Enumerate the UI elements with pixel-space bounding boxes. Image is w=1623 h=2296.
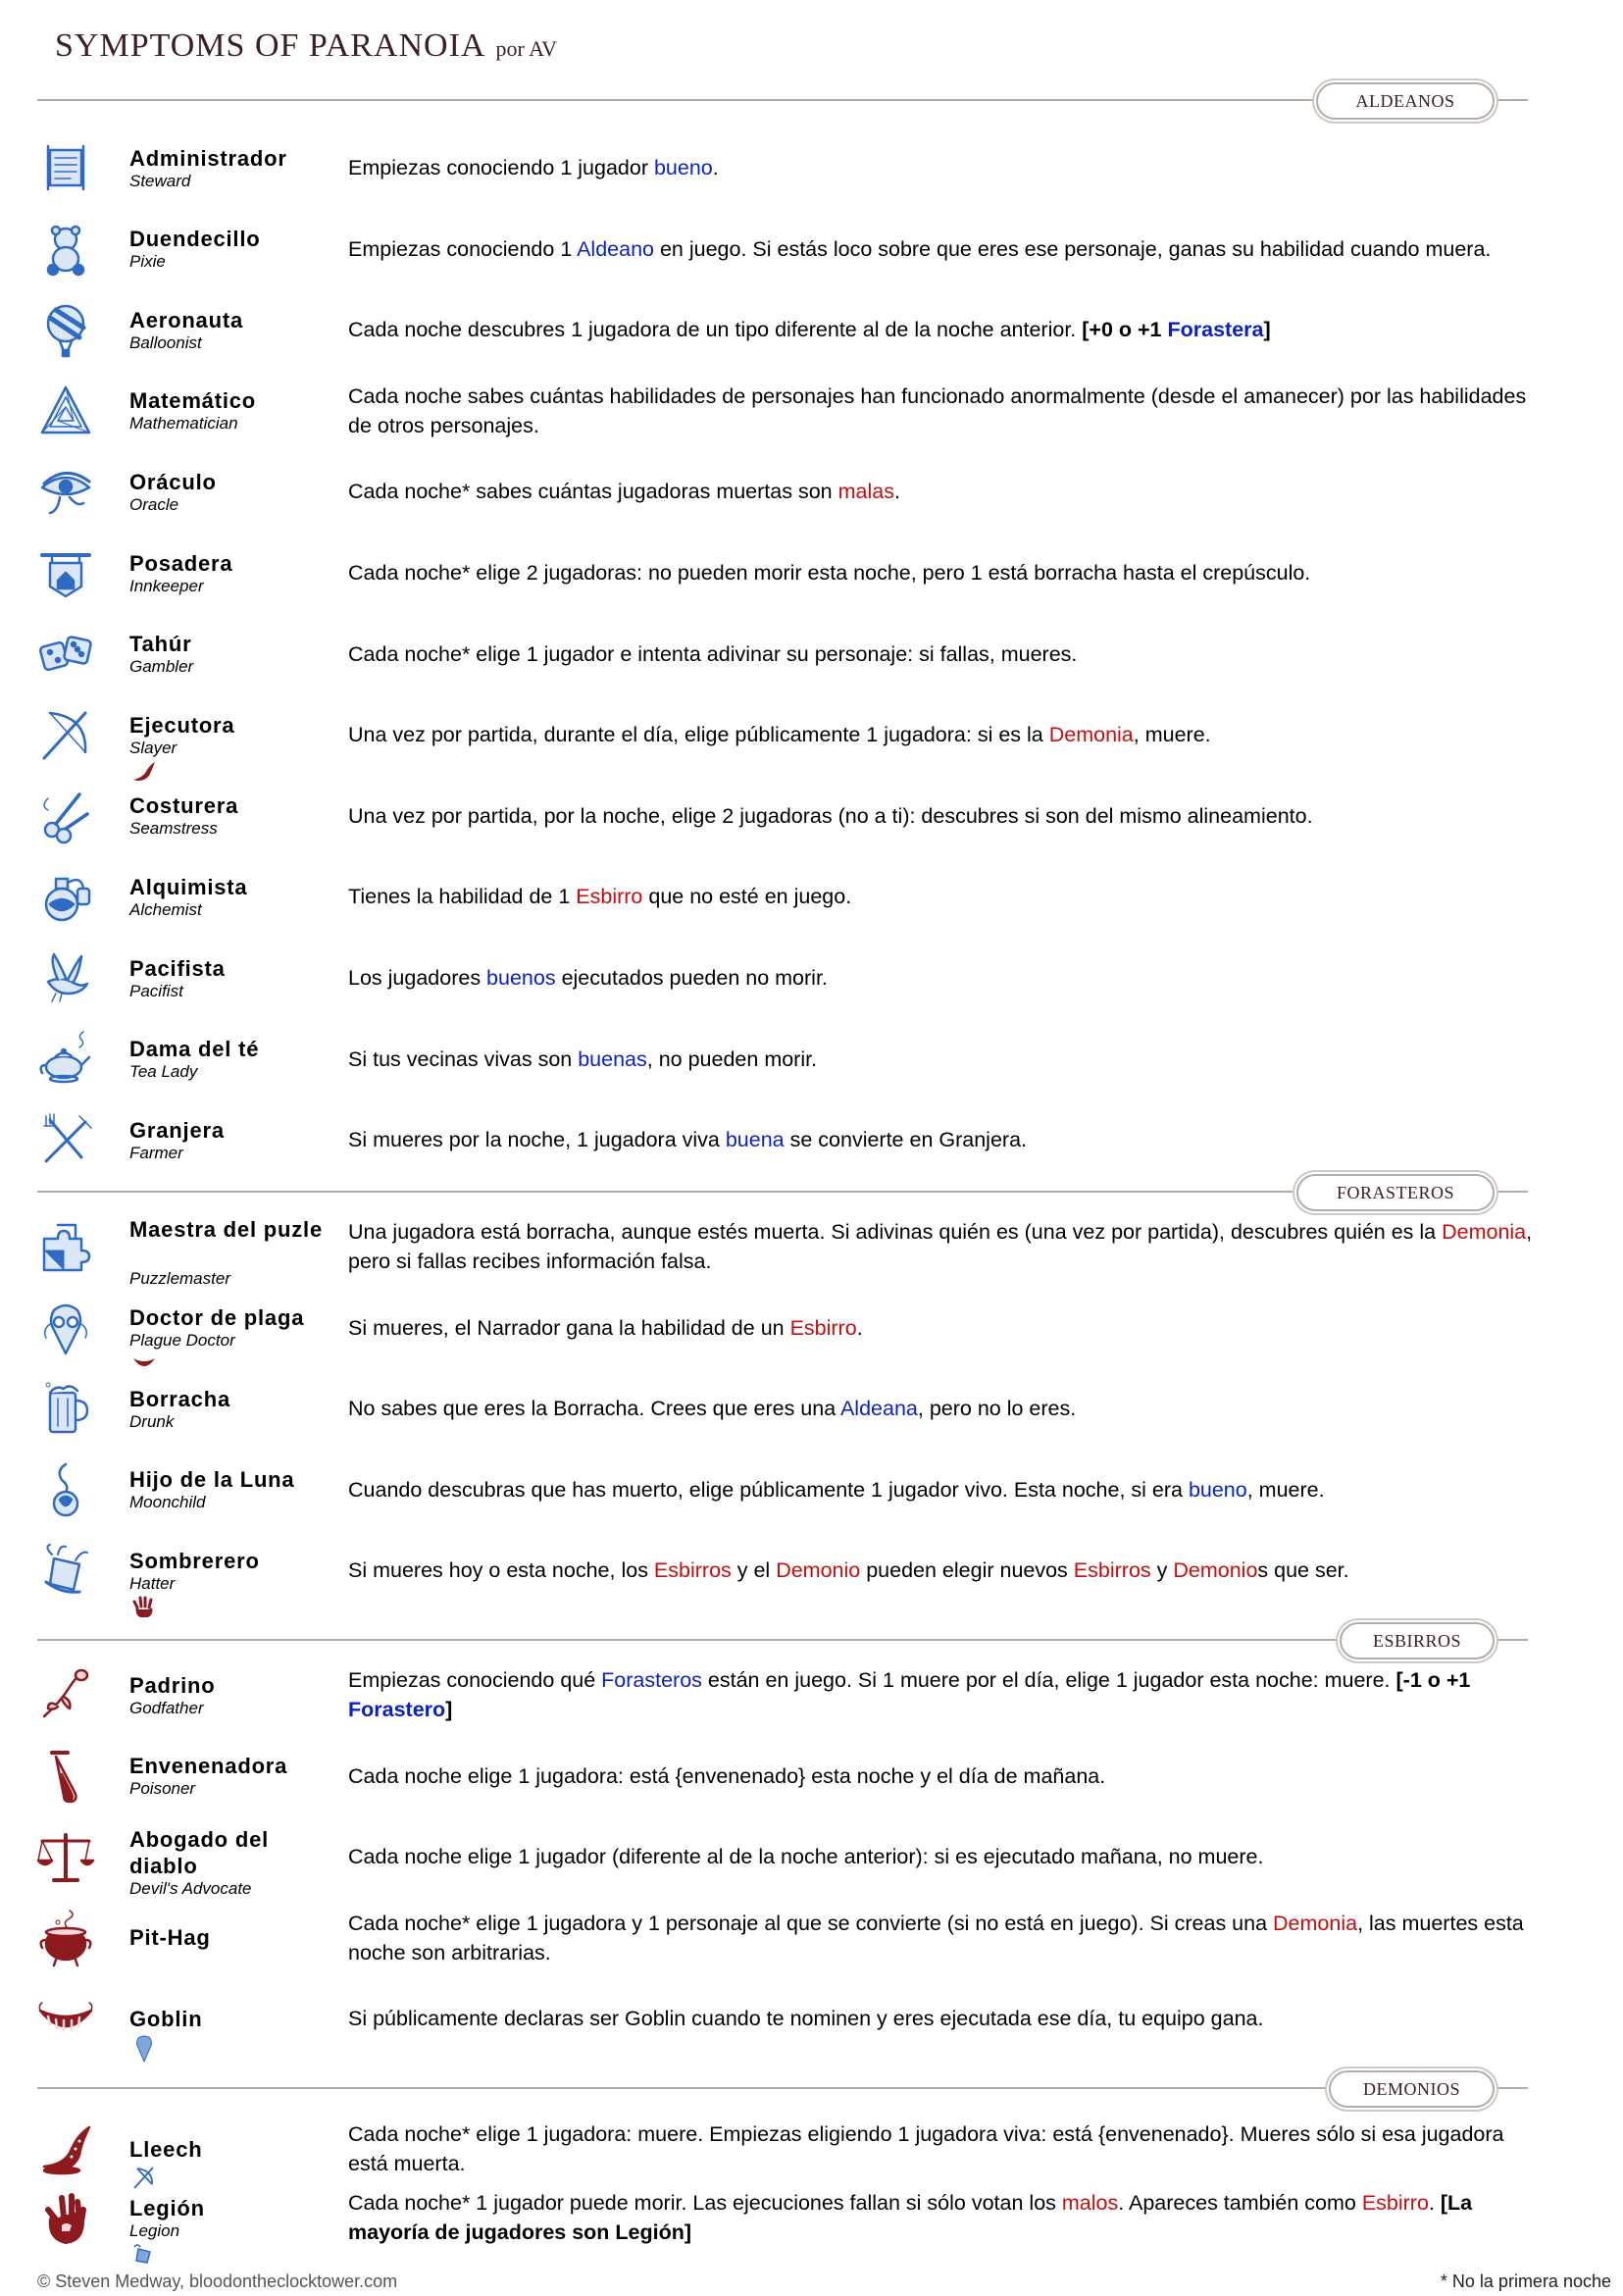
section-label-townsfolk: ALDEANOS xyxy=(1316,82,1495,120)
character-ability xyxy=(348,1217,1535,1276)
character-name: Pit-Hag xyxy=(129,1925,211,1951)
alignment-keyword: Esbirro xyxy=(576,885,643,909)
character-ability xyxy=(348,234,1535,264)
alignment-keyword: Demonia xyxy=(1442,1220,1527,1244)
balloon-icon xyxy=(35,299,96,360)
section-label-minions: ESBIRROS xyxy=(1340,1622,1495,1659)
ability-text: ejecutados pueden no morir. xyxy=(555,966,828,990)
ability-text: y xyxy=(1150,1558,1174,1583)
character-english-name: Pixie xyxy=(129,252,166,272)
separator-townsfolk xyxy=(37,99,1528,101)
copyright: © Steven Medway, bloodontheclocktower.com xyxy=(37,2271,398,2291)
character-ability xyxy=(348,2119,1535,2178)
ability-text: Una jugadora está borracha, aunque estés muerta. Si adivinas quién es (una vez por partida), descubres quién es la xyxy=(348,1220,1443,1244)
ability-text: s que ser. xyxy=(1257,1558,1349,1583)
character-ability xyxy=(348,882,1535,911)
character-ability xyxy=(348,558,1535,587)
ability-text: están en juego. Si 1 muere por el día, elige 1 jugador esta noche: muere. xyxy=(701,1668,1396,1692)
alignment-keyword: bueno xyxy=(653,156,713,179)
character-ability xyxy=(348,1475,1535,1505)
character-english-name: Plague Doctor xyxy=(129,1331,235,1351)
ability-text: Si tus vecinas vivas son xyxy=(348,1046,579,1071)
script-author: por AV xyxy=(495,36,558,61)
character-name: Maestra del puzle xyxy=(129,1217,323,1242)
tentacle-icon xyxy=(35,2118,96,2179)
ability-text: que no esté en juego. xyxy=(642,885,852,909)
ability-text: Una vez por partida, durante el día, elige públicamente 1 jugadora: si es la xyxy=(348,723,1049,747)
puzzle-icon xyxy=(35,1216,96,1277)
separator-demons xyxy=(37,2087,1528,2089)
eye-icon xyxy=(35,461,96,522)
character-ability xyxy=(348,1909,1535,1967)
scissors-icon xyxy=(35,786,96,846)
alignment-keyword: buenas xyxy=(578,1046,647,1071)
section-label-demons: DEMONIOS xyxy=(1329,2070,1495,2108)
character-english-name: Moonchild xyxy=(129,1493,206,1512)
ability-text: Cada noche* elige 1 jugadora y 1 personaje al que se convierte (si no está en juego). Si creas una xyxy=(348,1911,1274,1935)
ability-text: Si mueres por la noche, 1 jugadora viva xyxy=(348,1128,726,1152)
ability-text: . xyxy=(856,1315,863,1340)
character-ability xyxy=(348,1556,1535,1585)
plague-mask-icon xyxy=(35,1298,96,1358)
character-name: Posadera xyxy=(129,550,233,576)
potion-icon xyxy=(35,866,96,927)
vial-icon xyxy=(35,1746,96,1807)
dice-icon xyxy=(35,624,96,685)
character-name: Lleech xyxy=(129,2136,203,2162)
alignment-keyword: Esbirro xyxy=(1361,2191,1429,2215)
alignment-keyword: Aldeana xyxy=(839,1397,918,1421)
ability-text: Cada noche* 1 jugador puede morir. Las ejecuciones fallan si sólo votan los xyxy=(348,2191,1062,2215)
character-name: Duendecillo xyxy=(129,227,261,252)
character-name: Aeronauta xyxy=(129,307,243,332)
ability-text: Si públicamente declaras ser Goblin cuando te nominen y eres ejecutada ese día, tu equipo gana. xyxy=(348,2007,1264,2031)
crossbow-icon xyxy=(35,704,96,765)
character-name: Borracha xyxy=(129,1386,230,1411)
ability-text: Cada noche* elige 2 jugadoras: no pueden morir esta noche, pero 1 está borracha hasta el crepúsculo. xyxy=(348,561,1311,585)
ability-text: [La mayoría de jugadores son Legión] xyxy=(348,2191,1473,2244)
character-english-name: Godfather xyxy=(129,1698,204,1717)
character-name: Legión xyxy=(129,2195,205,2220)
first-night-note: * No la primera noche xyxy=(1440,2271,1611,2291)
ability-text: Los jugadores xyxy=(348,966,487,990)
character-ability xyxy=(348,477,1535,506)
character-name: Pacifista xyxy=(129,955,226,981)
character-ability xyxy=(348,382,1535,440)
character-english-name: Hatter xyxy=(129,1573,176,1593)
character-name: Sombrerero xyxy=(129,1548,260,1573)
character-name: Ejecutora xyxy=(129,712,235,738)
section-label-outsiders: FORASTEROS xyxy=(1296,1174,1495,1211)
top-hat-icon xyxy=(35,1540,96,1601)
ability-text: . xyxy=(1428,2191,1441,2215)
alignment-keyword: buenos xyxy=(486,966,556,990)
ability-text: . Apareces también como xyxy=(1118,2191,1362,2215)
character-english-name: Farmer xyxy=(129,1143,183,1162)
character-english-name: Devil's Advocate xyxy=(129,1879,252,1899)
legion-jinx-icon xyxy=(131,1596,157,1617)
character-name: Costurera xyxy=(129,793,239,819)
ability-text: Cada noche descubres 1 jugadora de un tipo diferente al de la noche anterior. xyxy=(348,318,1083,342)
character-english-name: Drunk xyxy=(129,1411,175,1431)
alignment-keyword: Demonia xyxy=(1048,723,1134,747)
ability-text: ] xyxy=(445,1698,453,1721)
ability-text: . xyxy=(712,156,719,179)
ability-text: , muere. xyxy=(1133,723,1211,747)
character-english-name: Gambler xyxy=(129,657,194,677)
script-title: SYMPTOMS OF PARANOIA xyxy=(55,27,486,64)
inn-sign-icon xyxy=(35,542,96,603)
character-english-name: Poisoner xyxy=(129,1779,196,1799)
ability-text: Cada noche elige 1 jugadora: está {envenenado} esta noche y el día de mañana. xyxy=(348,1763,1106,1788)
plague-doctor-jinx-icon xyxy=(131,2034,157,2056)
character-ability xyxy=(348,1761,1535,1791)
character-name: Abogado del diablo xyxy=(129,1827,270,1879)
ability-text: . xyxy=(893,480,900,504)
ability-text: Si mueres hoy o esta noche, los xyxy=(348,1558,654,1583)
alignment-keyword: Forastero xyxy=(348,1698,446,1721)
dove-icon xyxy=(35,947,96,1008)
ability-text: , no pueden morir. xyxy=(646,1046,818,1071)
ability-text: en juego. Si estás loco sobre que eres ese personaje, ganas su habilidad cuando muera. xyxy=(653,236,1492,261)
character-ability xyxy=(348,1045,1535,1074)
character-name: Tahúr xyxy=(129,632,192,657)
lleech-jinx-icon xyxy=(131,760,157,782)
ability-text: No sabes que eres la Borracha. Crees que eres una xyxy=(348,1397,840,1421)
character-english-name: Steward xyxy=(129,171,191,190)
ability-text: Cada noche* elige 1 jugadora: muere. Empiezas eligiendo 1 jugadora viva: está {envenenado}. Mueres sólo si esa jugadora está muerta. xyxy=(348,2122,1504,2175)
ability-text: Cuando descubras que has muerto, elige públicamente 1 jugador vivo. Esta noche, si era xyxy=(348,1477,1189,1502)
ability-text: Empiezas conociendo 1 xyxy=(348,236,578,261)
character-english-name: Balloonist xyxy=(129,332,202,352)
alignment-keyword: Forasteros xyxy=(601,1668,702,1692)
ability-text: [+0 o +1 xyxy=(1082,318,1168,342)
slayer-jinx-icon xyxy=(131,2165,157,2186)
triangle-icon xyxy=(35,381,96,441)
character-english-name: Seamstress xyxy=(129,819,218,839)
ability-text: [-1 o +1 xyxy=(1395,1668,1471,1692)
character-ability xyxy=(348,2188,1535,2247)
character-ability xyxy=(348,315,1535,344)
character-name: Granjera xyxy=(129,1117,225,1143)
character-ability xyxy=(348,801,1535,831)
handprint-icon xyxy=(35,2187,96,2248)
character-english-name: Slayer xyxy=(129,738,178,757)
ability-text: , pero si fallas recibes información falsa. xyxy=(348,1220,1533,1273)
ability-text: Tienes la habilidad de 1 xyxy=(348,885,577,909)
page-title xyxy=(55,27,557,65)
alignment-keyword: malas xyxy=(837,480,894,504)
character-name: Padrino xyxy=(129,1672,216,1698)
ability-text: Empiezas conociendo 1 jugador xyxy=(348,156,654,179)
ability-text: , pero no lo eres. xyxy=(917,1397,1077,1421)
ability-text: Empiezas conociendo qué xyxy=(348,1668,602,1692)
character-name: Hijo de la Luna xyxy=(129,1467,295,1493)
character-ability xyxy=(348,963,1535,993)
character-name: Administrador xyxy=(129,145,287,171)
ability-text: se convierte en Granjera. xyxy=(784,1128,1028,1152)
rose-icon xyxy=(35,1664,96,1725)
character-name: Matemático xyxy=(129,388,257,414)
character-ability xyxy=(348,639,1535,669)
ability-text: Cada noche* sabes cuántas jugadoras muertas son xyxy=(348,480,838,504)
alignment-keyword: Esbirros xyxy=(653,1558,732,1583)
character-name: Envenenadora xyxy=(129,1754,288,1779)
character-english-name: Mathematician xyxy=(129,414,238,434)
moon-pendant-icon xyxy=(35,1459,96,1520)
character-ability xyxy=(348,1842,1535,1871)
alignment-keyword: Demonio xyxy=(1173,1558,1258,1583)
alignment-keyword: Esbirro xyxy=(789,1315,857,1340)
teapot-icon xyxy=(35,1029,96,1090)
goblin-jinx-icon xyxy=(131,1352,157,1374)
character-ability xyxy=(348,1394,1535,1423)
ability-text: , las muertes esta noche son arbitrarias. xyxy=(348,1911,1524,1964)
separator-minions xyxy=(37,1639,1528,1641)
ability-text: Una vez por partida, por la noche, elige 2 jugadoras (no a ti): descubres si son del mismo alineamiento. xyxy=(348,803,1313,828)
grin-icon xyxy=(35,1988,96,2049)
ability-text: ] xyxy=(1263,318,1271,342)
alignment-keyword: Demonia xyxy=(1273,1911,1358,1935)
scales-icon xyxy=(35,1826,96,1887)
character-name: Dama del té xyxy=(129,1037,260,1062)
character-english-name: Tea Lady xyxy=(129,1062,198,1082)
character-name: Alquimista xyxy=(129,874,248,899)
character-ability xyxy=(348,2004,1535,2033)
cauldron-icon xyxy=(35,1908,96,1968)
alignment-keyword: malos xyxy=(1061,2191,1119,2215)
character-ability xyxy=(348,1125,1535,1154)
character-english-name: Alchemist xyxy=(129,899,202,919)
character-ability xyxy=(348,1665,1535,1724)
ability-text: y el xyxy=(731,1558,777,1583)
character-ability xyxy=(348,153,1535,182)
character-ability xyxy=(348,720,1535,749)
character-name: Goblin xyxy=(129,2006,203,2031)
character-english-name: Legion xyxy=(129,2220,180,2240)
character-name: Doctor de plaga xyxy=(129,1305,305,1331)
character-ability xyxy=(348,1313,1535,1343)
alignment-keyword: Forastera xyxy=(1167,318,1264,342)
ability-text: pueden elegir nuevos xyxy=(860,1558,1074,1583)
teddy-bear-icon xyxy=(35,219,96,280)
pitchfork-icon xyxy=(35,1109,96,1170)
scroll-icon xyxy=(35,137,96,198)
ability-text: Cada noche elige 1 jugador (diferente al de la noche anterior): si es ejecutado mañana, no muere. xyxy=(348,1845,1264,1869)
character-english-name: Oracle xyxy=(129,494,179,514)
ability-text: , muere. xyxy=(1246,1477,1325,1502)
ability-text: Si mueres, el Narrador gana la habilidad de un xyxy=(348,1315,790,1340)
character-english-name: Pacifist xyxy=(129,981,183,1000)
alignment-keyword: Demonio xyxy=(776,1558,861,1583)
alignment-keyword: Esbirros xyxy=(1073,1558,1151,1583)
character-english-name: Puzzlemaster xyxy=(129,1269,230,1288)
alignment-keyword: buena xyxy=(725,1128,785,1152)
character-name: Oráculo xyxy=(129,469,217,494)
ability-text: Cada noche* elige 1 jugador e intenta adivinar su personaje: si fallas, mueres. xyxy=(348,641,1078,666)
alignment-keyword: bueno xyxy=(1188,1477,1247,1502)
ability-text: Cada noche sabes cuántas habilidades de personajes han funcionado anormalmente (desde el amanecer) por las habilidades de otros personajes. xyxy=(348,383,1527,437)
alignment-keyword: Aldeano xyxy=(577,236,654,261)
hatter-jinx-icon xyxy=(131,2243,157,2265)
character-english-name: Innkeeper xyxy=(129,576,204,595)
tankard-icon xyxy=(35,1378,96,1439)
